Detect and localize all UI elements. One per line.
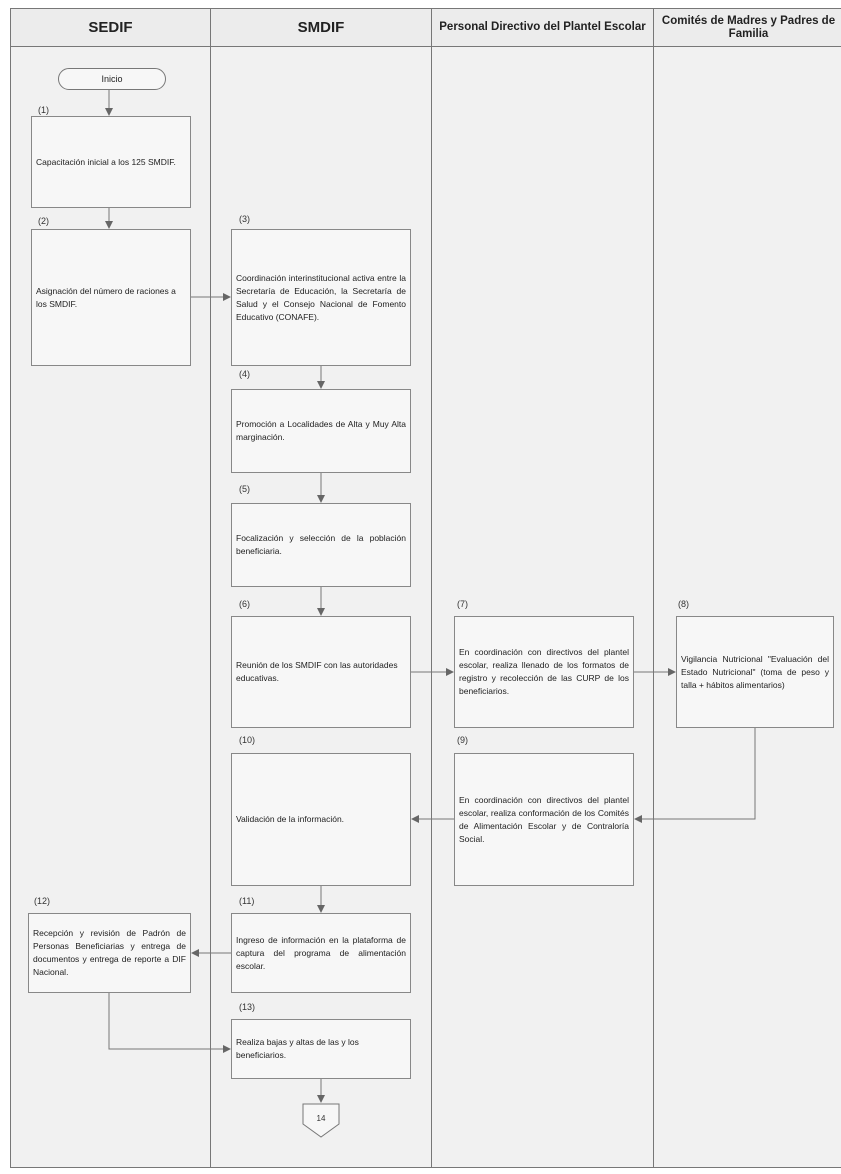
offpage-connector-label: 14 <box>316 1114 326 1123</box>
arrow-8-to-9 <box>635 728 755 819</box>
process-box-8: Vigilancia Nutricional "Evaluación del Estado Nutricional" (toma de peso y talla + hábitos alimentarios) <box>676 616 834 728</box>
process-box-9: En coordinación con directivos del plantel escolar, realiza conformación de los Comités de Alimentación Escolar y de Contraloría Social. <box>454 753 634 886</box>
process-box-1: Capacitación inicial a los 125 SMDIF. <box>31 116 191 208</box>
step-number: (13) <box>239 1002 256 1012</box>
step-number: (4) <box>239 369 250 379</box>
process-box-10: Validación de la información. <box>231 753 411 886</box>
step-number: (1) <box>38 105 49 115</box>
step-number: (9) <box>457 735 468 745</box>
process-box-12: Recepción y revisión de Padrón de Personas Beneficiarias y entrega de documentos y entrega de reporte a DIF Nacional. <box>28 913 191 993</box>
process-box-3: Coordinación interinstitucional activa entre la Secretaría de Educación, la Secretaría de Salud y el Consejo Nacional de Fomento Educativo (CONAFE). <box>231 229 411 366</box>
flow-connectors <box>11 9 841 1169</box>
process-box-5: Focalización y selección de la población beneficiaria. <box>231 503 411 587</box>
step-number: (6) <box>239 599 250 609</box>
flowchart-frame <box>10 8 841 1168</box>
process-box-2: Asignación del número de raciones a los SMDIF. <box>31 229 191 366</box>
lane-header-smdif: SMDIF <box>211 9 432 47</box>
process-box-11: Ingreso de información en la plataforma de captura del programa de alimentación escolar. <box>231 913 411 993</box>
step-number: (11) <box>239 896 255 906</box>
lane-header-comites: Comités de Madres y Padres de Familia <box>654 9 841 47</box>
step-number: (3) <box>239 214 250 224</box>
step-number: (12) <box>34 896 51 906</box>
start-terminator: Inicio <box>58 68 166 90</box>
step-number: (5) <box>239 484 250 494</box>
process-box-6: Reunión de los SMDIF con las autoridades educativas. <box>231 616 411 728</box>
process-box-4: Promoción a Localidades de Alta y Muy Alta marginación. <box>231 389 411 473</box>
arrow-12-to-13 <box>109 993 230 1049</box>
step-number: (10) <box>239 735 256 745</box>
lane-header-sedif: SEDIF <box>11 9 211 47</box>
step-number: (2) <box>38 216 49 226</box>
process-box-7: En coordinación con directivos del plantel escolar, realiza llenado de los formatos de registro y recolección de las CURP de los beneficiarios. <box>454 616 634 728</box>
process-box-13: Realiza bajas y altas de las y los beneficiarios. <box>231 1019 411 1079</box>
lane-header-personal-directivo: Personal Directivo del Plantel Escolar <box>432 9 654 47</box>
step-number: (8) <box>678 599 689 609</box>
step-number: (7) <box>457 599 468 609</box>
